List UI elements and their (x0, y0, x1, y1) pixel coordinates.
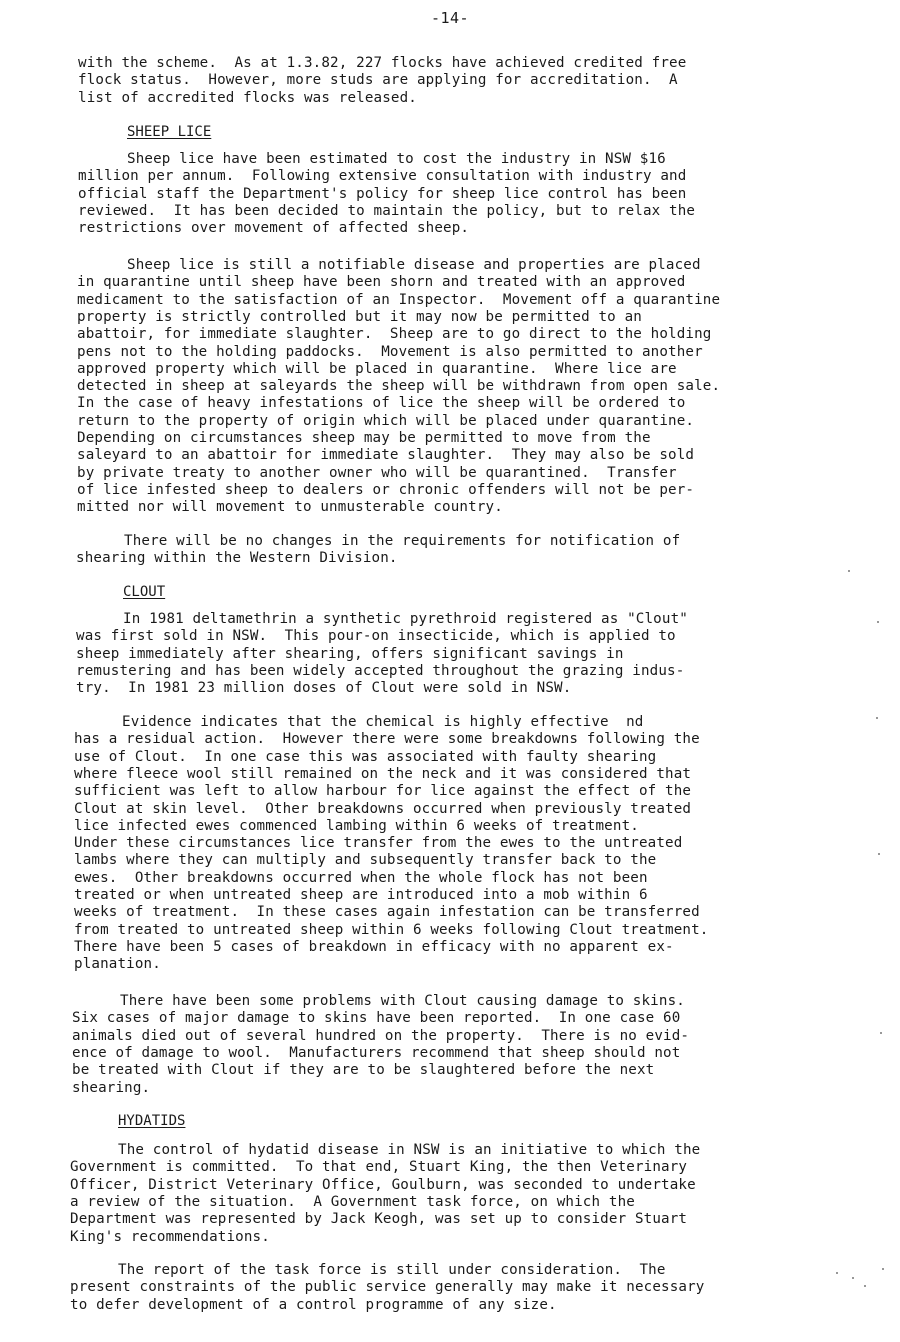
text-line: weeks of treatment. In these cases again infestation can be transferred (74, 904, 700, 921)
text-line: detected in sheep at saleyards the sheep will be withdrawn from open sale. (77, 378, 721, 395)
text-line: lambs where they can multiply and subsequently transfer back to the (74, 852, 657, 869)
text-line: In the case of heavy infestations of lice the sheep will be ordered to (77, 395, 686, 412)
text-line: property is strictly controlled but it may now be permitted to an (77, 308, 642, 325)
text-line: approved property which will be placed in quarantine. Where lice are (77, 360, 677, 377)
text-line: of lice infested sheep to dealers or chronic offenders will not be per- (77, 481, 695, 498)
text-line: Clout at skin level. Other breakdowns occurred when previously treated (74, 800, 692, 817)
scan-speck (882, 1268, 884, 1270)
heading-clout: CLOUT (123, 584, 166, 600)
text-line: treated or when untreated sheep are introduced into a mob within 6 (74, 887, 648, 903)
text-line: mitted nor will movement to unmusterable country. (77, 499, 503, 516)
text-line: Officer, District Veterinary Office, Goulburn, was seconded to undertake (70, 1176, 696, 1193)
text-line: medicament to the satisfaction of an Inspector. Movement off a quarantine (77, 291, 721, 308)
text-line: Evidence indicates that the chemical is highly effective nd (122, 714, 644, 730)
text-line: reviewed. It has been decided to maintain the policy, but to relax the (78, 202, 696, 219)
text-line: official staff the Department's policy for sheep lice control has been (78, 185, 687, 202)
text-line: list of accredited flocks was released. (78, 89, 417, 106)
text-line: by private treaty to another owner who will be quarantined. Transfer (77, 464, 677, 481)
text-line: There will be no changes in the requirements for notification of (124, 533, 681, 549)
scan-speck (848, 570, 850, 572)
text-line: in quarantine until sheep have been shorn and treated with an approved (77, 274, 686, 291)
text-line: The control of hydatid disease in NSW is an initiative to which the (118, 1142, 701, 1158)
text-line: million per annum. Following extensive consultation with industry and (78, 168, 687, 185)
text-line: with the scheme. As at 1.3.82, 227 flocks have achieved credited free (78, 55, 687, 71)
text-line: was first sold in NSW. This pour-on insecticide, which is applied to (76, 628, 676, 645)
text-line: use of Clout. In one case this was associated with faulty shearing (74, 748, 657, 765)
scan-speck (877, 621, 879, 623)
text-line: pens not to the holding paddocks. Movement is also permitted to another (77, 343, 703, 360)
text-line: Six cases of major damage to skins have been reported. In one case 60 (72, 1010, 681, 1027)
scan-speck (876, 717, 878, 719)
text-line: saleyard to an abattoir for immediate slaughter. They may also be sold (77, 447, 695, 464)
text-line: In 1981 deltamethrin a synthetic pyrethroid registered as "Clout" (123, 611, 688, 627)
text-line: restrictions over movement of affected sheep. (78, 220, 470, 237)
text-line: flock status. However, more studs are applying for accreditation. A (78, 72, 678, 89)
text-line: ewes. Other breakdowns occurred when the whole flock has not been (74, 869, 648, 886)
text-line: shearing within the Western Division. (76, 550, 398, 567)
text-line: Under these circumstances lice transfer from the ewes to the untreated (74, 835, 683, 852)
page-number: -14- (430, 9, 470, 27)
text-line: animals died out of several hundred on the property. There is no evid- (72, 1027, 690, 1044)
text-line: to defer development of a control programme of any size. (70, 1296, 557, 1313)
text-line: Depending on circumstances sheep may be permitted to move from the (77, 430, 651, 446)
text-line: try. In 1981 23 million doses of Clout were sold in NSW. (76, 680, 572, 697)
scan-speck (880, 1032, 882, 1034)
heading-sheep-lice: SHEEP LICE (127, 124, 212, 140)
text-line: abattoir, for immediate slaughter. Sheep are to go direct to the holding (77, 326, 712, 343)
scan-speck (852, 1277, 854, 1279)
text-line: shearing. (72, 1079, 151, 1096)
scan-speck (864, 1285, 866, 1287)
scan-speck (878, 853, 880, 855)
text-line: return to the property of origin which will be placed under quarantine. (77, 412, 695, 429)
text-line: There have been 5 cases of breakdown in efficacy with no apparent ex- (74, 938, 674, 955)
text-line: planation. (74, 956, 161, 973)
text-line: where fleece wool still remained on the neck and it was considered that (74, 765, 692, 782)
text-line: sheep immediately after shearing, offers significant savings in (76, 645, 624, 662)
text-line: There have been some problems with Clout causing damage to skins. (120, 993, 685, 1009)
text-line: Department was represented by Jack Keogh, was set up to consider Stuart (70, 1211, 688, 1228)
text-line: a review of the situation. A Government task force, on which the (70, 1193, 635, 1210)
text-line: The report of the task force is still under consideration. The (118, 1262, 666, 1278)
text-line: Sheep lice have been estimated to cost the industry in NSW $16 (127, 151, 666, 167)
scan-speck (836, 1272, 838, 1274)
text-line: remustering and has been widely accepted throughout the grazing indus- (76, 662, 685, 679)
text-line: present constraints of the public service generally may make it necessary (70, 1279, 705, 1296)
text-line: ence of damage to wool. Manufacturers recommend that sheep should not (72, 1044, 681, 1061)
text-line: has a residual action. However there were some breakdowns following the (74, 731, 700, 748)
text-line: lice infected ewes commenced lambing within 6 weeks of treatment. (74, 817, 639, 834)
text-line: Sheep lice is still a notifiable disease and properties are placed (127, 257, 701, 273)
text-line: from treated to untreated sheep within 6 weeks following Clout treatment. (74, 921, 709, 938)
text-line: sufficient was left to allow harbour for lice against the effect of the (74, 783, 692, 800)
text-line: be treated with Clout if they are to be slaughtered before the next (72, 1062, 655, 1079)
heading-hydatids: HYDATIDS (118, 1113, 186, 1129)
text-line: King's recommendations. (70, 1228, 270, 1245)
text-line: Government is committed. To that end, Stuart King, the then Veterinary (70, 1159, 688, 1176)
